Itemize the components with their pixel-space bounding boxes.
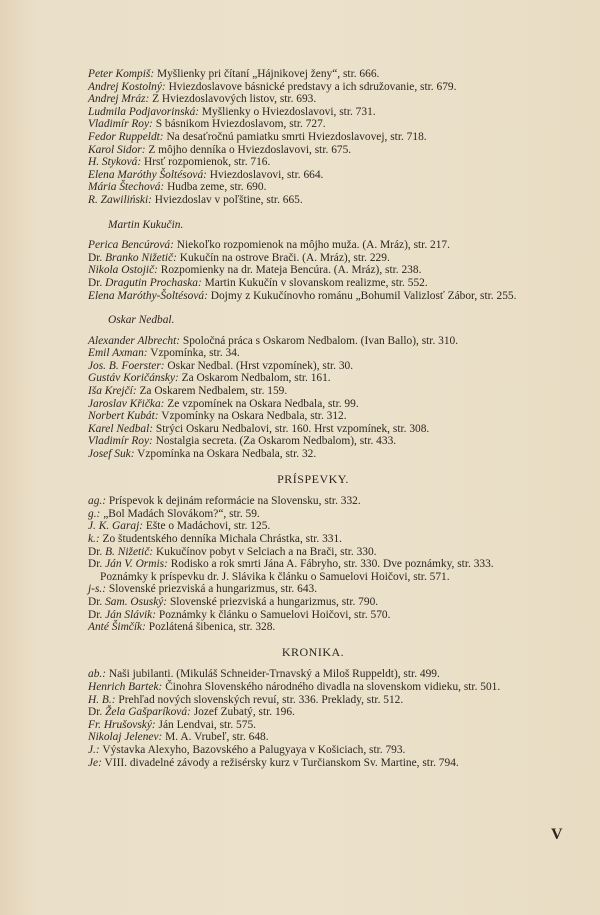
entry-title: Za Oskarem Nedbalem, str. 159. [136, 385, 288, 398]
entry-title: Hviezdoslavovi, str. 664. [206, 168, 324, 181]
entry-author: g.: [88, 507, 101, 520]
entry-title: Príspevok k dejinám reformácie na Slovensku, str. 332. [106, 495, 361, 508]
entry-title: VIII. divadelné závody a režisérsky kurz v Turčianskom Sv. Martine, str. 794. [101, 756, 459, 769]
heading-prispevky: PRÍSPEVKY. [277, 471, 349, 486]
entry-title: „Bol Madách Slovákom?“, str. 59. [100, 507, 260, 520]
entry-author: Elena Maróthy-Šoltésová: [88, 289, 208, 302]
entry-prefix: Dr. [88, 706, 106, 719]
section-nedbal [88, 335, 538, 461]
list-item [88, 596, 538, 609]
list-item [88, 277, 538, 290]
list-item [88, 706, 538, 719]
entry-prefix: Dr. [88, 608, 106, 621]
section-kronika [88, 668, 538, 769]
subhead-kukucin: Martin Kukučin. [108, 218, 184, 231]
entry-prefix: Dr. [88, 276, 106, 289]
list-item [88, 169, 538, 182]
entry-author: Je: [88, 756, 102, 769]
entry-author: Jaroslav Křička: [88, 397, 165, 410]
entry-title: Kukučín na ostrove Brači. (A. Mráz), str. 229. [176, 251, 390, 264]
entry-author: Jos. B. Foerster: [88, 359, 165, 372]
entry-author: R. Zawiliński: [88, 193, 152, 206]
entry-author: Mária Štechová: [88, 181, 165, 194]
list-item [88, 93, 538, 106]
entry-title: M. A. Vrubeľ, str. 648. [162, 731, 269, 744]
list-item [88, 68, 538, 81]
entry-author: Karel Nedbal: [88, 422, 154, 435]
entry-author: Karol Sidor: [88, 143, 146, 156]
entry-title: Hrsť rozpomienok, str. 716. [141, 156, 271, 169]
entry-title: Myšlienky o Hviezdoslavovi, str. 731. [199, 105, 376, 118]
entry-title: Výstavka Alexyho, Bazovského a Palugyaya v Košiciach, str. 793. [99, 743, 406, 756]
entry-author: H. Styková: [88, 156, 142, 169]
entry-title: Na desaťročnú pamiatku smrti Hviezdoslavovej, str. 718. [163, 130, 427, 143]
entry-title: Činohra Slovenského národného divadla na slovenskom vidieku, str. 501. [162, 680, 501, 693]
list-item [88, 385, 538, 398]
entry-title: S básnikom Hviezdoslavom, str. 727. [152, 118, 326, 131]
entry-author: Emil Axman: [88, 347, 148, 360]
list-item [88, 131, 538, 144]
list-item [88, 118, 538, 131]
list-item [88, 423, 538, 436]
entry-title: Kukučínov pobyt v Selciach a na Brači, str. 330. [153, 545, 377, 558]
entry-author: Perica Bencúrová: [88, 239, 174, 252]
entry-author: Peter Kompiš: [88, 68, 155, 80]
entry-author: Ludmila Podjavorinská: [88, 105, 200, 118]
list-item [88, 448, 538, 461]
entry-title: Naši jubilanti. (Mikuláš Schneider-Trnavský a Miloš Ruppeldt), str. 499. [106, 668, 440, 681]
section-hviezdoslav [88, 68, 538, 207]
entry-author: Branko Nižetič: [105, 251, 177, 264]
entry-title: Hviezdoslav v poľštine, str. 665. [151, 193, 303, 206]
list-item [88, 508, 538, 521]
entry-title: Nostalgia secreta. (Za Oskarom Nedbalom), str. 433. [152, 435, 397, 448]
list-item [88, 694, 538, 707]
section-prispevky [88, 495, 538, 634]
entry-author: j-s.: [88, 583, 107, 596]
list-item [88, 757, 538, 770]
entry-title: Jozef Zubatý, str. 196. [190, 706, 295, 719]
list-item [88, 156, 538, 169]
entry-title: Ján Lendvai, str. 575. [155, 718, 256, 731]
entry-author: Norbert Kubát: [88, 410, 159, 423]
entry-author: Alexander Albrecht: [88, 334, 181, 347]
list-item [88, 290, 538, 303]
entry-author: Dragutin Prochaska: [105, 276, 202, 289]
content [88, 68, 538, 781]
entry-title: Ešte o Madáchovi, str. 125. [143, 520, 271, 533]
entry-author: J. K. Garaj: [88, 520, 144, 533]
list-item [88, 81, 538, 94]
list-item [88, 558, 538, 583]
entry-prefix: Dr. [88, 558, 106, 571]
list-item [88, 410, 538, 423]
entry-title: Martin Kukučín v slovanskom realizme, str. 552. [201, 276, 428, 289]
list-item [88, 583, 538, 596]
entry-author: k.: [88, 533, 100, 545]
section-kukucin [88, 239, 538, 302]
list-item [88, 239, 538, 252]
entry-author: Anté Šimčík: [88, 621, 146, 634]
list-item [88, 609, 538, 622]
entry-prefix: Dr. [88, 251, 106, 264]
list-item [88, 144, 538, 157]
entry-title: Za Oskarom Nedbalom, str. 161. [178, 372, 331, 385]
entry-title: Rodisko a rok smrti Jána A. Fábryho, str. 330. Dve poznámky, str. 333. Poznámky k príspevku dr. J. Slávika k článku o Samuelovi Hoičovi, str. 571. [100, 558, 494, 583]
entry-title: Poznámky k článku o Samuelovi Hoičovi, str. 570. [156, 608, 391, 621]
entry-author: Nikolaj Jelenev: [88, 731, 163, 744]
list-item [88, 347, 538, 360]
entry-title: Ze vzpomínek na Oskara Nedbala, str. 99. [164, 397, 359, 410]
entry-author: ag.: [88, 495, 107, 508]
list-item [88, 360, 538, 373]
heading-kronika: KRONIKA. [281, 644, 345, 659]
list-item [88, 106, 538, 119]
entry-author: J.: [88, 743, 100, 756]
entry-author: ab.: [88, 668, 107, 681]
entry-title: Spoločná práca s Oskarom Nedbalom. (Ivan Ballo), str. 310. [180, 334, 459, 347]
page-number: V [551, 826, 563, 843]
entry-author: Josef Suk: [88, 448, 135, 461]
entry-author: H. B.: [88, 693, 116, 706]
entry-author: Fedor Ruppeldt: [88, 130, 164, 143]
entry-author: Fr. Hrušovský: [88, 718, 156, 731]
entry-prefix: Dr. [88, 545, 106, 558]
subhead-nedbal: Oskar Nedbal. [108, 314, 175, 327]
entry-author: Andrej Mráz: [88, 93, 150, 106]
list-item [88, 546, 538, 559]
entry-title: Slovenské priezviská a hungarizmus, str. 790. [167, 595, 379, 608]
entry-author: Iša Krejčí: [88, 385, 137, 398]
list-item [88, 435, 538, 448]
entry-title: Prehľad nových slovenských revuí, str. 336. Preklady, str. 512. [115, 693, 404, 706]
entry-author: Nikola Ostojič: [88, 264, 158, 277]
entry-title: Strýci Oskaru Nedbalovi, str. 160. Hrst vzpomínek, str. 308. [153, 422, 430, 435]
list-item [88, 719, 538, 732]
entry-title: Z môjho denníka o Hviezdoslavovi, str. 675. [145, 143, 352, 156]
list-item [88, 181, 538, 194]
entry-author: Ján V. Ormis: [105, 558, 168, 571]
entry-title: Pozlátená šibenica, str. 328. [145, 621, 276, 634]
entry-title: Vzpomínky na Oskara Nedbala, str. 312. [158, 410, 347, 423]
entry-title: Rozpomienky na dr. Mateja Bencúra. (A. Mráz), str. 238. [157, 264, 422, 277]
entry-title: Dojmy z Kukučínovho románu „Bohumil Valizlosť Zábor, str. 255. [207, 289, 517, 302]
list-item [88, 520, 538, 533]
list-item [88, 372, 538, 385]
list-item [88, 621, 538, 634]
entry-title: Hudba zeme, str. 690. [164, 181, 267, 194]
entry-title: Niekoľko rozpomienok na môjho muža. (A. Mráz), str. 217. [173, 239, 450, 252]
list-item [88, 681, 538, 694]
entry-title: Vzpomínka, str. 34. [147, 347, 240, 360]
entry-title: Hviezdoslavove básnické predstavy a ich sdružovanie, str. 679. [165, 80, 457, 93]
entry-author: Henrich Bartek: [88, 680, 163, 693]
list-item [88, 252, 538, 265]
list-item [88, 264, 538, 277]
entry-author: Elena Maróthy Šoltésová: [88, 168, 207, 181]
entry-author: Žela Gašparíková: [105, 706, 191, 719]
entry-author: Gustáv Koričánsky: [88, 372, 179, 385]
entry-title: Myšlienky pri čítaní „Hájnikovej ženy“, str. 666. [154, 68, 380, 80]
entry-title: Oskar Nedbal. (Hrst vzpomínek), str. 30. [164, 359, 354, 372]
list-item [88, 398, 538, 411]
list-item [88, 731, 538, 744]
entry-prefix: Dr. [88, 595, 106, 608]
list-item [88, 335, 538, 348]
entry-author: Vladimír Roy: [88, 118, 153, 131]
entry-title: Z Hviezdoslavových listov, str. 693. [149, 93, 317, 106]
entry-author: B. Nižetič: [105, 545, 154, 558]
list-item [88, 744, 538, 757]
list-item [88, 495, 538, 508]
list-item [88, 194, 538, 207]
entry-author: Andrej Kostolný: [88, 80, 166, 93]
entry-author: Vladimír Roy: [88, 435, 153, 448]
entry-title: Slovenské priezviská a hungarizmus, str. 643. [106, 583, 318, 596]
entry-author: Ján Slávik: [105, 608, 157, 621]
entry-author: Sam. Osuský: [105, 595, 168, 608]
list-item [88, 533, 538, 546]
entry-title: Vzpomínka na Oskara Nedbala, str. 32. [134, 448, 317, 461]
list-item [88, 668, 538, 681]
entry-title: Zo študentského denníka Michala Chrástka, str. 331. [99, 533, 343, 545]
